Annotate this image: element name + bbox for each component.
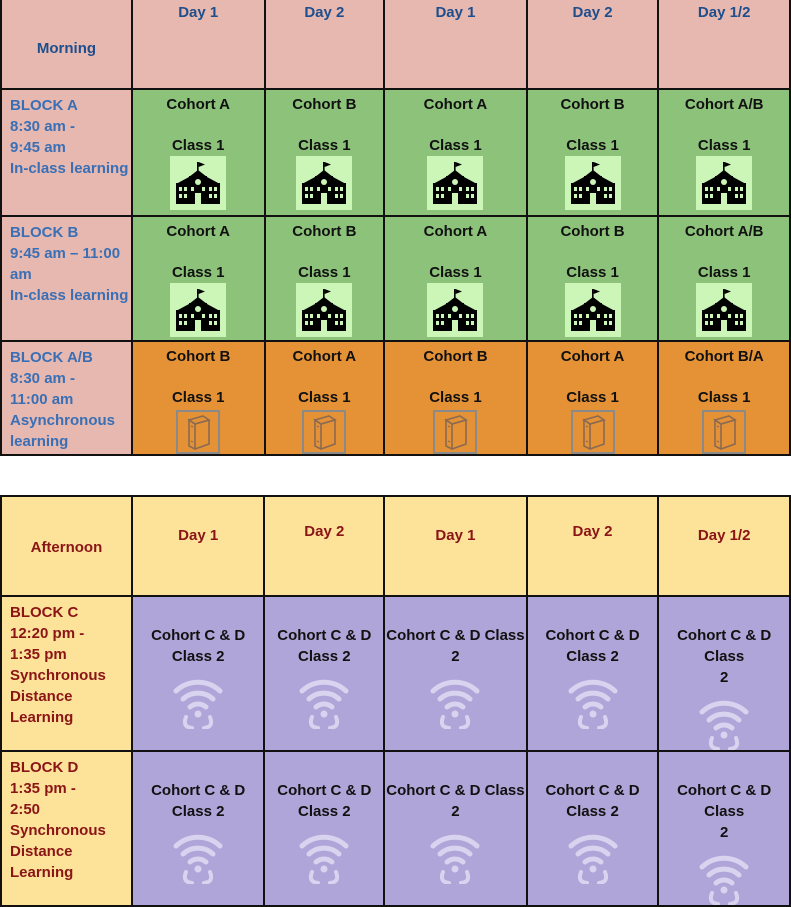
school-icon [427,156,483,210]
day-header: Day 1/2 [697,4,751,21]
school-icon [696,156,752,210]
cohort-class-line: Cohort C & D [151,782,246,799]
schedule-cell [658,751,790,906]
block-label-line: Synchronous [10,667,106,684]
block-label [10,90,131,179]
block-label-line: 9:45 am – 11:00 [10,245,121,262]
class-label: Class 1 [171,137,225,154]
day-header: Day 2 [572,4,613,21]
schedule-cell [264,751,384,906]
book-icon [302,410,346,454]
book-icon [176,410,220,454]
class-label: Class 1 [298,137,351,154]
block-label-line: Synchronous [10,822,106,839]
schedule-cell [658,341,790,455]
block-label-cell [1,89,132,216]
cohort-label: Cohort B [166,348,231,365]
school-icon [565,283,621,337]
afternoon-title-cell [1,496,132,596]
schedule-cell [132,216,265,341]
schedule-cell [264,596,384,751]
cohort-class-line: Cohort C & D [545,782,640,799]
day-header: Day 2 [304,523,345,540]
cohort-class-label [659,752,789,843]
cohort-class-label [528,597,658,667]
block-label-line: 9:45 am [10,139,66,156]
class-label: Class 1 [697,137,751,154]
class-label: Class 1 [298,389,351,406]
afternoon-schedule-table [0,495,791,907]
cohort-label: Cohort A [166,96,231,113]
block-label-line: 8:30 am - [10,370,76,387]
cohort-class-line: Cohort C & D Class [677,782,772,820]
cohort-label: Cohort A/B [684,96,764,113]
cohort-class-line: 2 [451,803,460,820]
block-label-line: BLOCK A [10,97,78,114]
class-label: Class 1 [429,264,482,281]
book-icon [571,410,615,454]
cohort-label: Cohort A [423,223,488,240]
block-label [10,342,131,452]
schedule-cell [527,216,659,341]
schedule-cell [658,89,790,216]
cohort-class-line: Class 2 [298,648,351,665]
cohort-label: Cohort B [292,223,357,240]
block-label-cell [1,216,132,341]
class-label: Class 1 [429,137,482,154]
block-label-line: 8:30 am - [10,118,76,135]
cohort-class-label [133,597,264,667]
afternoon-title: Afternoon [30,539,103,556]
block-label-cell [1,751,132,906]
wifi-icon [133,828,264,884]
wifi-icon [265,673,383,729]
schedule-cell [658,596,790,751]
schedule-cell [384,341,527,455]
school-icon [565,156,621,210]
cohort-class-line: Cohort C & D [277,782,372,799]
schedule-cell [265,89,385,216]
block-label-line: BLOCK B [10,224,79,241]
class-label: Class 1 [566,264,619,281]
cohort-class-label [659,597,789,688]
schedule-cell [527,341,659,455]
cohort-class-label [265,597,383,667]
wifi-icon [528,673,658,729]
cohort-class-line: 2 [719,824,729,841]
cohort-class-line: Cohort C & D Class [386,627,525,644]
wifi-icon [528,828,658,884]
cohort-class-line: Class 2 [298,803,351,820]
cohort-label: Cohort B [560,223,625,240]
book-icon [433,410,477,454]
day-header: Day 1/2 [697,527,751,544]
cohort-class-line: Cohort C & D [277,627,372,644]
block-label-line: Learning [10,864,74,881]
class-label: Class 1 [429,389,482,406]
wifi-icon [659,849,789,905]
schedule-cell [132,341,265,455]
cohort-class-line: Class 2 [566,803,619,820]
day-header: Day 1 [435,527,476,544]
class-label: Class 1 [298,264,351,281]
cohort-class-label [265,752,383,822]
schedule-cell [132,596,265,751]
class-label: Class 1 [171,264,225,281]
schedule-cell [384,216,527,341]
block-label [10,597,131,728]
book-icon [702,410,746,454]
block-label-line: BLOCK C [10,604,79,621]
class-label: Class 1 [566,137,619,154]
block-label-line: Asynchronous [10,412,116,429]
morning-title: Morning [36,40,97,57]
schedule-cell [384,89,527,216]
wifi-icon [659,694,789,750]
block-label-line: Learning [10,709,74,726]
block-label-line: In-class learning [10,287,129,304]
block-label-line: BLOCK A/B [10,349,93,366]
block-label [10,752,131,883]
day-header: Day 2 [572,523,613,540]
schedule-cell [527,596,659,751]
wifi-icon [265,828,383,884]
cohort-label: Cohort A [166,223,231,240]
schedule-cell [527,89,659,216]
cohort-class-label [385,597,526,667]
school-icon [696,283,752,337]
class-label: Class 1 [566,389,619,406]
cohort-class-line: 2 [719,669,729,686]
cohort-label: Cohort B/A [684,348,764,365]
cohort-class-line: 2 [451,648,460,665]
block-label-line: am [10,266,32,283]
cohort-class-line: Cohort C & D [151,627,246,644]
class-label: Class 1 [697,389,751,406]
day-header: Day 1 [178,527,219,544]
cohort-class-line: Class 2 [171,803,225,820]
cohort-class-line: Cohort C & D [545,627,640,644]
cohort-class-label [133,752,264,822]
block-label-line: Distance [10,688,73,705]
cohort-class-line: Class 2 [566,648,619,665]
block-label-line: BLOCK D [10,759,79,776]
schedule-cell [132,89,265,216]
block-label-line: learning [10,433,69,450]
cohort-label: Cohort A [560,348,625,365]
block-label [10,217,131,306]
schedule-cell [384,751,527,906]
day-header: Day 2 [304,4,345,21]
block-label-line: 2:50 [10,801,41,818]
cohort-class-label [385,752,526,822]
schedule-cell [132,751,265,906]
block-label-cell [1,341,132,455]
schedule-cell [265,341,385,455]
day-header: Day 1 [435,4,476,21]
cohort-class-line: Cohort C & D Class [386,782,525,799]
wifi-icon [133,673,264,729]
class-label: Class 1 [171,389,225,406]
cohort-class-label [528,752,658,822]
school-icon [170,283,226,337]
cohort-label: Cohort B [423,348,488,365]
school-icon [427,283,483,337]
wifi-icon [385,828,526,884]
school-icon [296,156,352,210]
schedule-cell [384,596,527,751]
cohort-label: Cohort A/B [684,223,764,240]
cohort-label: Cohort A [423,96,488,113]
block-label-line: 12:20 pm - [10,625,85,642]
cohort-class-line: Cohort C & D Class [677,627,772,665]
day-header: Day 1 [178,4,219,21]
block-label-cell [1,596,132,751]
block-label-line: 11:00 am [10,391,74,408]
wifi-icon [385,673,526,729]
school-icon [296,283,352,337]
block-label-line: 1:35 pm [10,646,67,663]
block-label-line: Distance [10,843,73,860]
block-label-line: In-class learning [10,160,129,177]
schedule-cell [527,751,659,906]
class-label: Class 1 [697,264,751,281]
cohort-label: Cohort A [292,348,357,365]
cohort-label: Cohort B [560,96,625,113]
schedule-cell [265,216,385,341]
morning-title-cell [1,0,132,89]
block-label-line: 1:35 pm - [10,780,76,797]
school-icon [170,156,226,210]
schedule-cell [658,216,790,341]
cohort-label: Cohort B [292,96,357,113]
cohort-class-line: Class 2 [171,648,225,665]
